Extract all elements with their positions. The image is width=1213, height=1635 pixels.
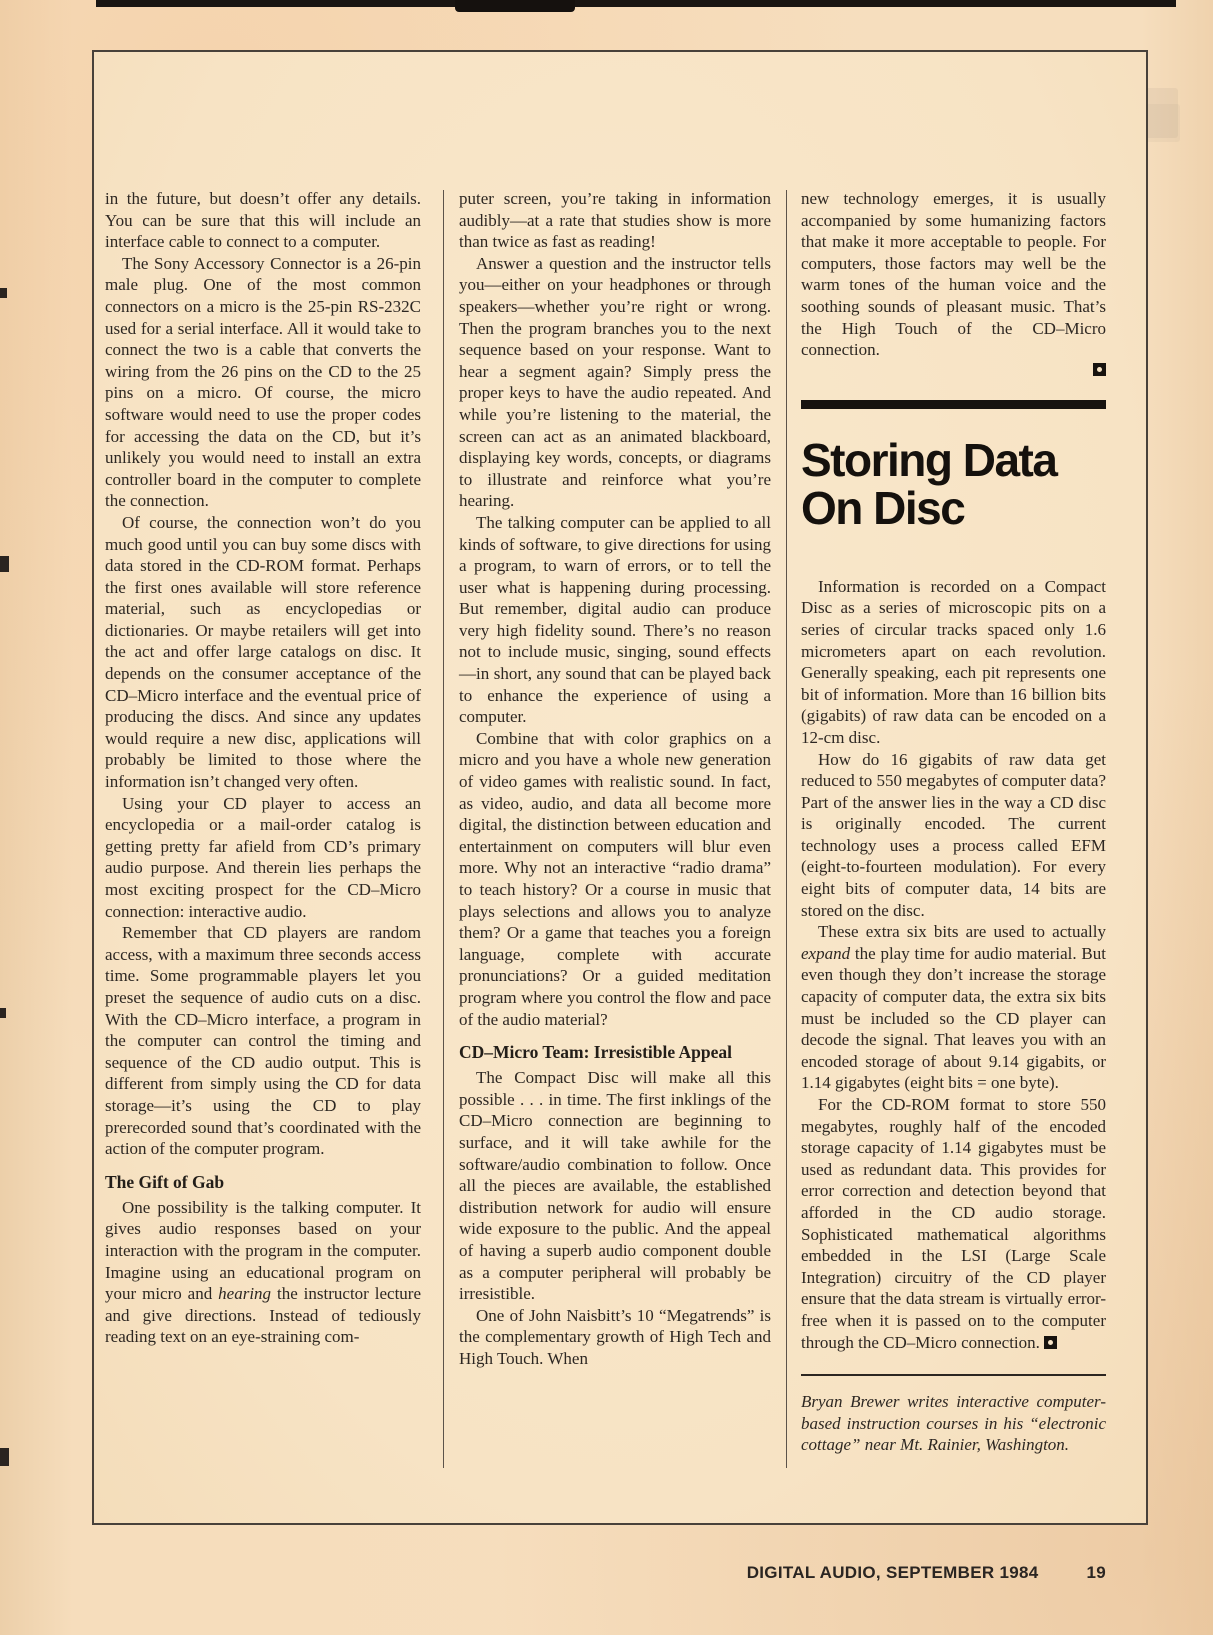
italic-word: expand <box>801 943 851 963</box>
paragraph: How do 16 gigabits of raw data get reduced to 550 megabytes of computer data? Part of the answer lies in the way a CD disc is originally encoded. The current technology uses a process called EFM (eight-to-fourteen modulation). For every eight bits of computer data, 14 bits are stored on the disc. <box>801 749 1106 920</box>
paragraph-text: One possibility is the talking computer. It gives audio responses based on your interaction with the program in the computer. Imagine using an educational program on your micro and <box>105 1197 421 1304</box>
subhead-gift-of-gab: The Gift of Gab <box>105 1171 225 1192</box>
paragraph: The talking computer can be applied to all kinds of software, to give directions for using a program, to warn of errors, or to tell the user what is happening during processing. But remember, digital audio can produce very high fidelity sound. There’s no reason not to include music, singing, sound effects—in short, any sound that can be played back to enhance the experience of using a computer. <box>459 512 771 727</box>
paragraph: new technology emerges, it is usually accompanied by some humanizing factors that make it more acceptable to people. For computers, those factors may well be the warm tones of the human voice and the soothing sounds of pleasant music. That’s the High Touch of the CD–Micro connection. <box>801 189 1106 360</box>
paragraph-text: These extra six bits are used to actually <box>818 922 1106 942</box>
scan-edge-mark <box>0 556 9 572</box>
paragraph-text: For the CD-ROM format to store 550 megabytes, roughly half of the encoded storage capacity of 1.14 gigabytes must be used as redundant data. This provides for error correction and detection beyond that afforded in the CD audio storage. Sophisticated mathematical algorithms embedded in the LSI (Large Scale Integration) circuitry of the CD player ensure that the data stream is virtually error-free when it is passed on to the computer through the CD–Micro connection. <box>801 1095 1106 1352</box>
paragraph: Using your CD player to access an encyclopedia or a mail-order catalog is getting pretty far afield from CD’s primary audio purpose. And therein lies perhaps the most exciting prospect for the CD–Micro connection: interactive audio. <box>105 793 421 921</box>
magazine-title-and-date: DIGITAL AUDIO, SEPTEMBER 1984 <box>746 1563 1039 1582</box>
paragraph <box>801 1094 1106 1353</box>
headline-line-1: Storing Data <box>801 433 1057 486</box>
end-of-article-dot <box>1097 367 1102 372</box>
paragraph: One of John Naisbitt’s 10 “Megatrends” is the complementary growth of High Tech and High Touch. When <box>459 1305 771 1368</box>
page-footer <box>0 1563 1106 1583</box>
bio-divider-rule <box>801 1374 1106 1376</box>
scan-edge-mark <box>0 1008 6 1018</box>
end-of-article-dot <box>1048 1340 1053 1345</box>
italic-word: hearing <box>218 1284 272 1304</box>
paragraph: Of course, the connection won’t do you much good until you can buy some discs with data stored in the CD-ROM format. Perhaps the first ones available will store reference material, such as encyclopedias or dictionaries. Or maybe retailers will get into the act and offer large catalogs on disc. It depends on the consumer acceptance of the CD–Micro interface and the eventual price of producing the discs. And since any updates would require a new disc, applications will probably be limited to those where the information isn’t changed very often. <box>105 512 421 792</box>
paragraph: in the future, but doesn’t offer any details. You can be sure that this will include an interface cable to connect to a computer. <box>105 189 421 252</box>
paragraph: Combine that with color graphics on a micro and you have a whole new generation of video games with realistic sound. In fact, as video, audio, and data all become more digital, the distinction between education and entertainment on computers will blur even more. Why not an interactive “radio drama” to teach history? Or a course in music that plays selections and allows you to analyze them? Or a game that teaches you a foreign language, complete with accurate pronunciations? Or a guided meditation program where you control the flow and pace of the audio material? <box>459 728 771 1029</box>
paragraph: The Sony Accessory Connector is a 26-pin male plug. One of the most common connectors on a micro is the 25-pin RS-232C used for a serial interface. All it would take to connect the two is a cable that converts the wiring from the 26 pins on the CD to the 25 pins on a micro. Of course, the micro software would need to use the proper codes for accessing the data on the CD, but it’s unlikely you would need to install an extra controller board in the computer to complete the connection. <box>105 253 421 511</box>
scan-edge-mark <box>0 288 7 298</box>
column-1 <box>105 188 421 1456</box>
paragraph: Remember that CD players are random access, with a maximum three seconds access time. Some programmable players let you preset the sequence of audio cuts on a disc. With the CD–Micro interface, a program in the computer can control the timing and sequence of the CD audio output. This is different from simply using the CD for data storage—it’s using the CD to play prerecorded sound that’s coordinated with the action of the computer program. <box>105 923 421 1159</box>
scan-edge-artifact <box>96 0 1176 7</box>
paragraph-text: the play time for audio material. But even though they don’t increase the storage capacity of computer data, the extra six bits must be included so the CD player can decode the signal. That leaves you with an encoded storage of about 9.14 gigabits, or 1.14 gigabytes (eight bits = one byte). <box>801 943 1106 1093</box>
end-of-article-line <box>801 362 1106 384</box>
scan-edge-mark <box>0 1448 9 1466</box>
paragraph <box>801 921 1106 1094</box>
paragraph: puter screen, you’re taking in information audibly—at a rate that studies show is more than twice as fast as reading! <box>459 189 771 252</box>
paragraph: The Compact Disc will make all this possible . . . in time. The first inklings of the CD–Micro connection are beginning to surface, and it will take awhile for the software/audio combination to follow. Once all the pieces are available, the established distribution network for audio will ensure wide exposure to the public. And the appeal of having a superb audio component double as a computer peripheral will probably be irresistible. <box>459 1068 771 1304</box>
page-number: 19 <box>1086 1563 1106 1582</box>
section-divider-rule <box>801 400 1106 409</box>
headline-line-2: On Disc <box>801 481 965 534</box>
article-headline <box>801 433 1106 534</box>
article-columns <box>105 188 1106 1456</box>
column-2 <box>459 188 771 1456</box>
subhead-cd-micro-team: CD–Micro Team: Irresistible Appeal <box>459 1042 733 1063</box>
column-3 <box>801 188 1106 1456</box>
scan-edge-artifact <box>455 0 575 12</box>
paragraph: Information is recorded on a Compact Disc as a series of microscopic pits on a series of circular tracks spaced only 1.6 micrometers apart on each revolution. Generally speaking, each pit represents one bit of information. More than 16 billion bits (gigabits) of raw data can be encoded on a 12-cm disc. <box>801 576 1106 747</box>
paragraph <box>105 1197 421 1348</box>
paragraph-text: the instructor lecture and give directions. Instead of tediously reading text on an eye-straining com- <box>105 1284 422 1347</box>
end-of-article-icon <box>1044 1336 1057 1349</box>
author-bio: Bryan Brewer writes interactive computer-based instruction courses in his “electronic cottage” near Mt. Rainier, Washington. <box>801 1392 1106 1455</box>
page-frame <box>92 50 1148 1525</box>
paragraph: Answer a question and the instructor tells you—either on your headphones or through speakers—whether you’re right or wrong. Then the program branches you to the next sequence based on your response. Want to hear a segment again? Simply press the proper keys to have the audio repeated. And while you’re listening to the material, the screen can act as an animated blackboard, displaying key words, concepts, or diagrams to illustrate and reinforce what you’re hearing. <box>459 253 771 511</box>
end-of-article-icon <box>1093 363 1106 376</box>
